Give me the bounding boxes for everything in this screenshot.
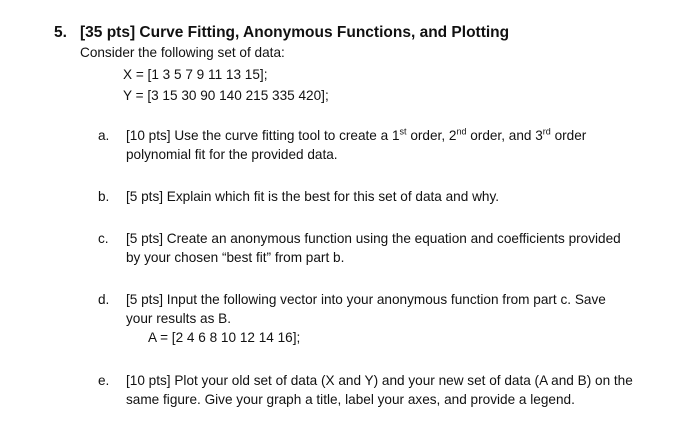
part-e-body xyxy=(126,371,668,409)
part-a-body xyxy=(126,126,668,164)
question-intro: Consider the following set of data: xyxy=(80,45,285,60)
part-a-line-1: [10 pts] Use the curve fitting tool to create a 1st order, 2nd order, and 3rd order xyxy=(126,126,587,143)
part-e xyxy=(98,371,668,409)
part-c-letter: c. xyxy=(98,231,109,246)
part-d-body xyxy=(126,290,668,347)
part-b-body xyxy=(126,187,668,206)
question-heading xyxy=(54,22,509,44)
question-number: 5. xyxy=(54,24,67,41)
part-d-letter: d. xyxy=(98,292,110,307)
part-d xyxy=(98,290,668,347)
part-d-line-1: [5 pts] Input the following vector into your anonymous function from part c. Save xyxy=(126,292,606,307)
data-a-vector: A = [2 4 6 8 10 12 14 16]; xyxy=(148,330,301,346)
part-e-letter: e. xyxy=(98,373,110,388)
part-b-line-1: [5 pts] Explain which fit is the best for this set of data and why. xyxy=(126,189,500,204)
part-e-line-2: same figure. Give your graph a title, label your axes, and provide a legend. xyxy=(126,392,575,408)
part-a-letter: a. xyxy=(98,128,110,143)
part-e-line-1: [10 pts] Plot your old set of data (X and Y) and your new set of data (A and B) on the xyxy=(126,373,633,388)
part-a-line-2: polynomial fit for the provided data. xyxy=(126,147,338,163)
question-title: [35 pts] Curve Fitting, Anonymous Functions, and Plotting xyxy=(80,24,510,41)
part-c xyxy=(98,229,668,267)
data-x-vector: X = [1 3 5 7 9 11 13 15]; xyxy=(123,67,268,82)
part-c-line-1: [5 pts] Create an anonymous function using the equation and coefficients provided xyxy=(126,231,621,246)
part-b-letter: b. xyxy=(98,189,110,204)
part-a xyxy=(98,126,668,164)
data-y-vector: Y = [3 15 30 90 140 215 335 420]; xyxy=(123,88,329,103)
part-d-line-2: your results as B. xyxy=(126,311,232,327)
part-c-body xyxy=(126,229,668,267)
part-b xyxy=(98,187,668,206)
part-c-line-2: by your chosen “best fit” from part b. xyxy=(126,250,345,266)
